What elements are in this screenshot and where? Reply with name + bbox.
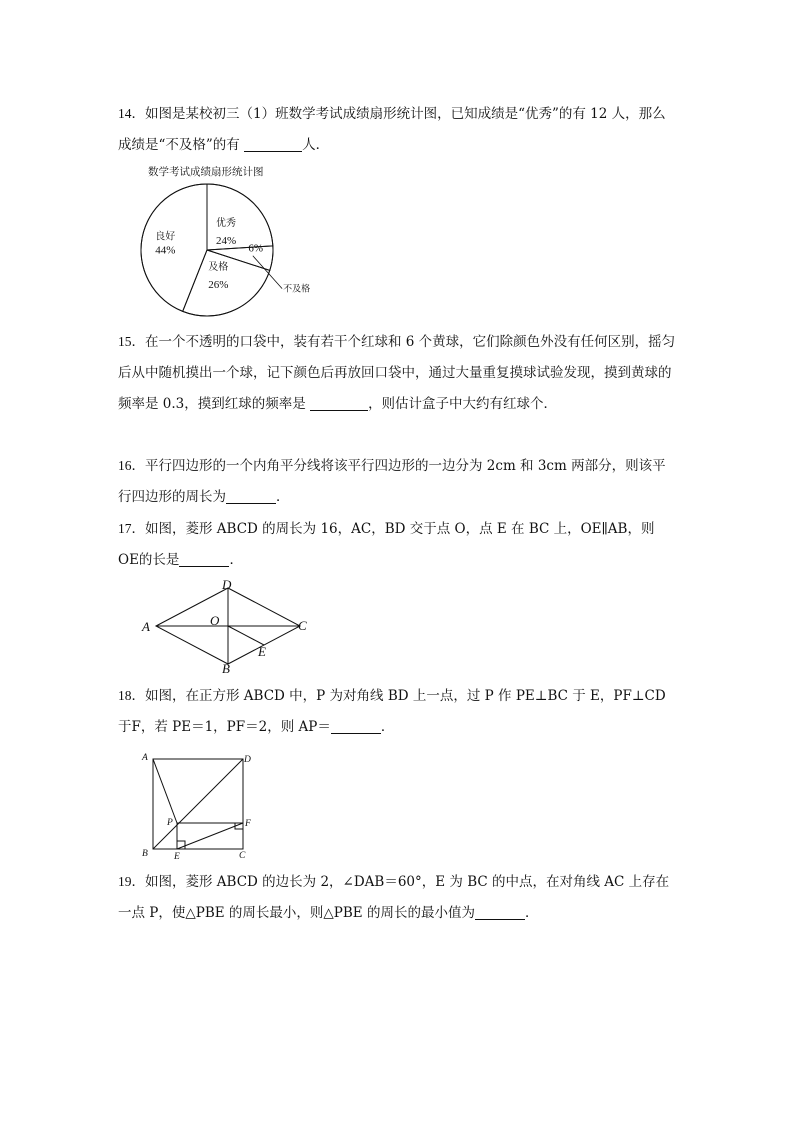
question-number: 19．	[118, 874, 145, 889]
question-text-end: 人．	[302, 137, 330, 153]
label-c: C	[239, 851, 246, 861]
label-c: C	[298, 618, 307, 633]
answer-blank[interactable]	[179, 552, 229, 567]
answer-blank[interactable]	[244, 137, 302, 152]
question-19	[118, 866, 678, 929]
rhombus-figure	[138, 578, 318, 678]
question-text-end: ．	[229, 552, 243, 568]
label-p: P	[167, 818, 173, 828]
chart-title: 数学考试成绩扇形统计图	[148, 167, 264, 178]
answer-blank[interactable]	[310, 396, 368, 411]
question-18	[118, 680, 678, 743]
pie-chart-figure	[130, 160, 340, 324]
label-o: O	[210, 613, 220, 628]
slice-value-label: 26%	[208, 278, 229, 291]
slice-name-label: 良好	[155, 231, 176, 243]
question-15	[118, 326, 678, 420]
leader-line	[253, 256, 282, 289]
pie-chart	[130, 160, 340, 320]
label-b: B	[142, 849, 148, 859]
slice-name-label: 及格	[208, 261, 229, 273]
label-b: B	[222, 661, 230, 674]
label-e: E	[174, 852, 180, 862]
question-text-end: ．	[276, 489, 290, 505]
question-16	[118, 450, 678, 513]
slice-value-label: 24%	[215, 234, 237, 247]
label-d: D	[244, 755, 251, 765]
question-text: 平行四边形的一个内角平分线将该平行四边形的一边分为 2cm 和 3cm 两部分，则该平行四边形的周长为	[118, 458, 666, 505]
square-figure	[140, 748, 260, 867]
question-text-end: ．	[380, 719, 395, 735]
answer-blank[interactable]	[475, 905, 525, 920]
question-text: 在一个不透明的口袋中，装有若干个红球和 6 个黄球，它们除颜色外没有任何区别，摇匀后从中随机摸出一个球，记下颜色后再放回口袋中，通过大量重复摸球试验发现，摸到黄球的频率是 0.3，摸到红球的频率是	[118, 334, 676, 412]
question-text-end: ，则估计盒子中大约有红球个．	[368, 396, 558, 412]
segment-ap	[153, 759, 177, 823]
question-number: 15．	[118, 334, 145, 349]
label-a: A	[142, 619, 150, 634]
answer-blank[interactable]	[226, 489, 276, 504]
question-number: 17．	[118, 521, 145, 536]
question-number: 18．	[118, 688, 145, 703]
question-number: 16．	[118, 458, 145, 473]
question-14	[118, 98, 678, 161]
question-17	[118, 513, 678, 576]
label-f: F	[245, 819, 251, 829]
label-a: A	[142, 753, 148, 763]
question-text: 如图，菱形 ABCD 的周长为 16，AC，BD 交于点 O，点 E 在 BC 上，OE∥AB，则 OE的长是	[118, 521, 655, 568]
slice-name-label: 优秀	[215, 217, 236, 229]
diagonal-bd	[153, 759, 243, 849]
question-number: 14．	[118, 106, 145, 121]
question-text: 如图，菱形 ABCD 的边长为 2，∠DAB＝60°，E 为 BC 的中点，在对角线 AC 上存在一点 P，使△PBE 的周长最小，则△PBE 的周长的最小值为	[118, 874, 670, 921]
slice-name-label: 不及格	[283, 283, 311, 294]
slice-value-label: 44%	[155, 244, 176, 257]
slice-value-label: 6%	[248, 242, 264, 255]
question-text: 如图是某校初三（1）班数学考试成绩扇形统计图，已知成绩是“优秀”的有 12 人，那么成绩是“不及格”的有	[118, 106, 666, 153]
question-text-end: ．	[524, 905, 539, 921]
label-e: E	[258, 644, 266, 659]
label-d: D	[222, 578, 232, 592]
segment-ef	[177, 823, 243, 849]
segment-oe	[228, 626, 264, 645]
question-text: 如图，在正方形 ABCD 中，P 为对角线 BD 上一点，过 P 作 PE⊥BC 于 E，PF⊥CD 于F，若 PE＝1，PF＝2，则 AP＝	[118, 688, 666, 735]
answer-blank[interactable]	[331, 719, 381, 734]
